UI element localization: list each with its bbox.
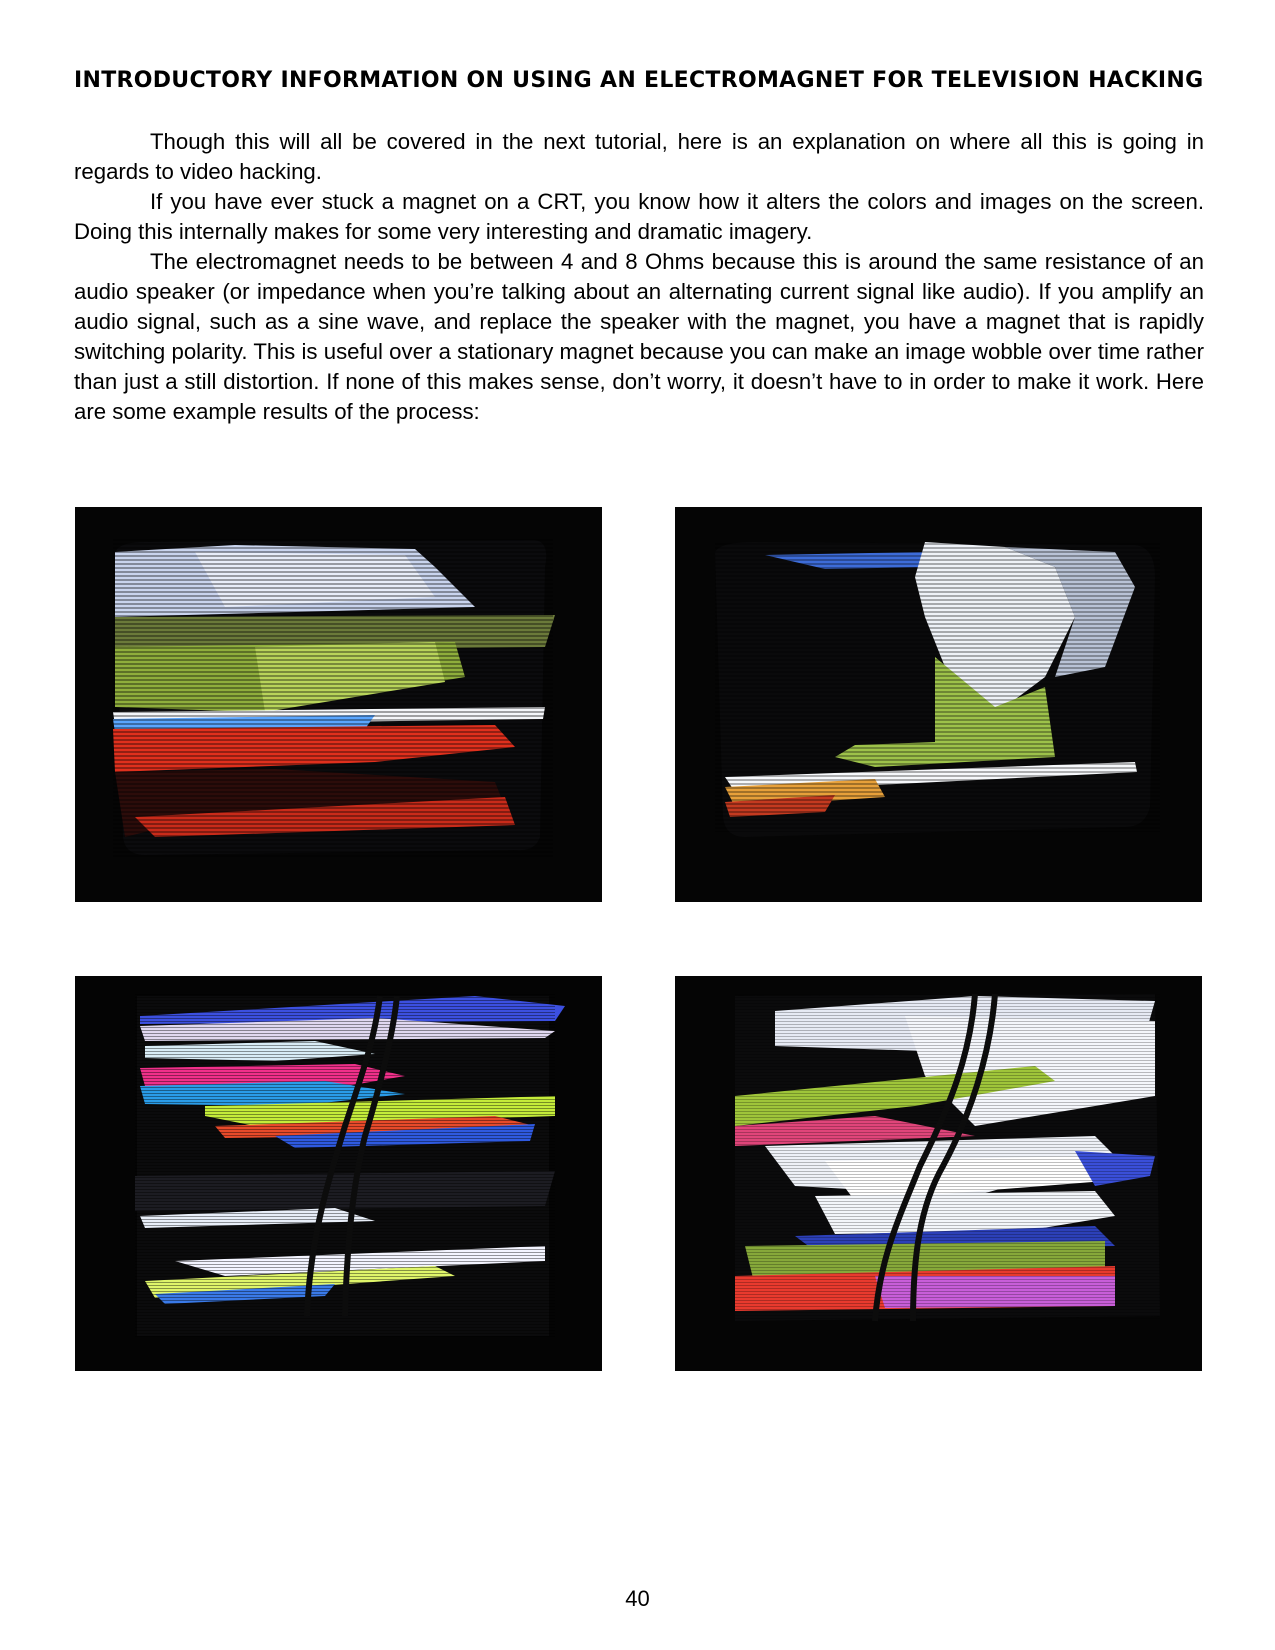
body-text — [74, 127, 1204, 427]
section-heading: INTRODUCTORY INFORMATION ON USING AN ELECTROMAGNET FOR TELEVISION HACKING — [74, 68, 1204, 93]
page-number: 40 — [625, 1586, 650, 1611]
distorted-crt-photo-3 — [75, 976, 602, 1371]
paragraph-2: If you have ever stuck a magnet on a CRT, you know how it alters the colors and images on the screen. Doing this internally makes for some very interesting and dramatic imagery. — [74, 189, 1204, 244]
paragraph-1: Though this will all be covered in the next tutorial, here is an explanation on where all this is going in regards to video hacking. — [74, 129, 1204, 184]
distorted-crt-photo-4 — [675, 976, 1202, 1371]
paragraph-3: The electromagnet needs to be between 4 and 8 Ohms because this is around the same resistance of an audio speaker (or impedance when you’re talking about an alternating current signal like audio). If you amplify an audio signal, such as a sine wave, and replace the speaker with the magnet, you have a magnet that is rapidly switching polarity. This is useful over a stationary magnet because you can make an image wobble over time rather than just a still distortion. If none of this makes sense, don’t worry, it doesn’t have to in order to make it work. Here are some example results of the process: — [74, 249, 1204, 424]
distorted-crt-photo-1 — [75, 507, 602, 902]
distorted-crt-photo-2 — [675, 507, 1202, 902]
